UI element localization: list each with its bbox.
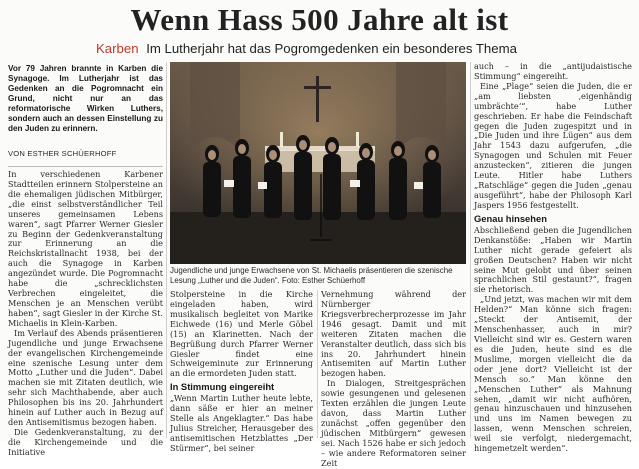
- paragraph: Eine „Plage“ seien die Juden, die er „am liebsten ‚eigenhändig umbrächte‘“, habe Luther geschrieben. Er habe die Feindschaft gegen die Juden zugespitzt und in „Die Juden und ihre Lügen“ aus dem Jahr 1543 dazu aufgerufen, „die Synagogen und Schulen mit Feuer anzustecken“, zitieren die jungen Leute. Hitler habe Luthers „Ratschläge“ gegen die Juden „genau ausgeführt“, habe der Philosoph Karl Jaspers 1956 festgestellt.: [474, 80, 632, 210]
- article-headline: Wenn Hass 500 Jahre alt ist: [130, 2, 509, 37]
- paragraph: auch – in die „antijudaistische Stimmung“ eingereiht.: [474, 61, 632, 81]
- paragraph: In verschiedenen Karbener Stadtteilen erinnern Stolpersteine an die ehemaligen jüdischen Mitbürger, „die einst selbstverständlicher Teil unseres gemeinsamen Lebens waren“, sagt Pfarrer Werner Giesler zu Beginn der Gedenkveranstaltung zur Erinnerung an die Reichskristallnacht 1938, bei der auch die Synagoge in Karben angezündet wurde. Die Pogromnacht habe die „schrecklichsten Verbrechen eingeleitet, die Menschen je an Menschen verübt haben“, sagt Giesler in der Kirche St. Michaelis in Klein-Karben.: [8, 169, 163, 328]
- byline-divider: [8, 166, 163, 167]
- column-3: [321, 289, 466, 468]
- paragraph: Abschließend geben die Jugendlichen Denkanstöße: „Haben wir Martin Luther nicht gerade gefeiert als großen Deutschen? Haben wir nicht seine Mut gelobt und über seinen sprachlichen Stil gestaunt?“, fragen sie rhetorisch.: [474, 224, 632, 295]
- column-divider: [470, 62, 471, 438]
- column-1: [8, 169, 163, 457]
- column-4: [474, 61, 632, 454]
- article-photo: [170, 62, 466, 264]
- article-subheadline-row: [96, 41, 636, 57]
- section-subtitle: In Stimmung eingereiht: [170, 381, 275, 393]
- section-subtitle: Genau hinsehen: [474, 212, 547, 224]
- photo-caption-block: [170, 266, 466, 285]
- photo-credit: Foto: Esther Schüerhoff: [281, 275, 366, 285]
- column-2: [170, 289, 313, 453]
- article-byline: VON ESTHER SCHÜERHOFF: [8, 149, 117, 158]
- photo-caption: Jugendliche und junge Erwachsene von St. Michaelis präsentieren die szenische Lesung „Luther und die Juden“.: [170, 266, 453, 285]
- article-subheadline: Im Lutherjahr hat das Pogromgedenken ein besonderes Thema: [146, 41, 517, 56]
- paragraph: „Wenn Martin Luther heute lebte, dann säße er hier an meiner Stelle als Angeklagter.“ Das habe Julius Streicher, Herausgeber des antisemitischen Hetzblattes „Der Stürmer“, bei seiner: [170, 393, 313, 453]
- column-divider: [166, 62, 167, 438]
- paragraph: In Dialogen, Streitgesprächen sowie gesungenen und gelesenen Texten erzählen die jungen Leute davon, dass Martin Luther zunächst „offen gegenüber den jüdischen Mitbürgern“ gewesen sei. Nach 1526 habe er sich jedoch – wie andere Reformatoren seiner Zeit: [321, 378, 466, 468]
- column-divider: [317, 290, 318, 438]
- location-kicker: Karben: [96, 41, 139, 56]
- paragraph: Im Verlauf des Abends präsentieren Jugendliche und junge Erwachsene der evangelischen Kirchengemeinde eine szenische Lesung unter dem Motto „Luther und die Juden“. Dabei machen sie mit Zitaten deutlich, wie sehr sich Machthabende, aber auch Philosophen bis ins 20. Jahrhundert hinein auf Luther auch in Bezug auf den Antisemitismus bezogen haben.: [8, 327, 163, 428]
- paragraph: Stolpersteine in die Kirche eingeladen haben, wird musikalisch begleitet von Marike Eichwede (16) und Merle Göbel (15) an Klarinetten. Nach der Begrüßung durch Pfarrer Werner Giesler findet eine Schweigeminute zur Erinnerung an die ermordeten Juden statt.: [170, 289, 313, 379]
- paragraph: Die Gedenkveranstaltung, zu der die Kirchengemeinde und die Initiative: [8, 426, 163, 457]
- paragraph: „Und jetzt, was machen wir mit dem Helden?“ Man könne sich fragen: „Steckt der Antisemit, der Menschenhasser, auch in mir? Vielleicht sind wir es. Gestern waren es die Juden, heute sind es die Muslime, morgen vielleicht die da oder jene dort? Vielleicht ist der Mensch so.“ Man könne den „Menschen Luther“ als Mahnung sehen, „damit wir nicht aufhören, genau hinzuschauen und hinzusehen und uns im Namen bewegen zu lassen, wenn Menschen schreien, weil sie verfolgt, niedergemacht, hingemetzelt werden“.: [474, 294, 632, 454]
- paragraph: Vernehmung während der Nürnberger Kriegsverbrecherprozesse im Jahr 1946 gesagt. Damit und mit weiteren Zitaten machen die Veranstalter deutlich, dass sich bis ins 20. Jahrhundert hinein Antisemiten auf Martin Luther bezogen haben.: [321, 289, 466, 379]
- article-teaser: Vor 79 Jahren brannte in Karben die Synagoge. Im Lutherjahr ist das Gedenken an die Pogromnacht ein Grund, nicht nur an das reformatorische Wirken Luthers, sondern auch an dessen Einstellung zu den Juden zu erinnern.: [8, 64, 163, 133]
